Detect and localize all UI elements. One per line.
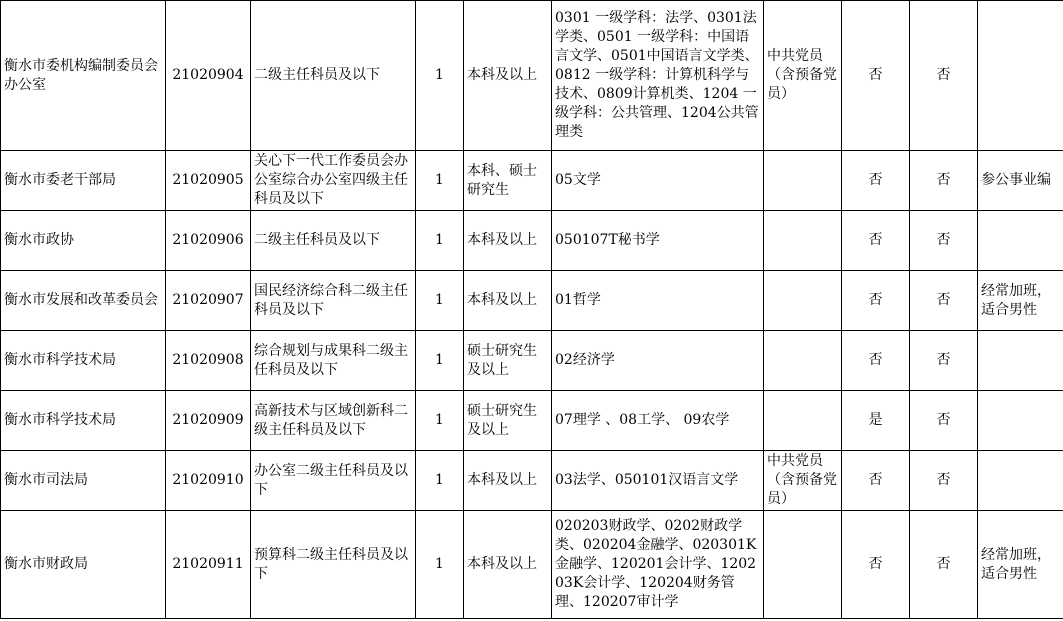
education-cell: 本科及以上 (464, 451, 552, 511)
note-cell (978, 331, 1063, 391)
flag1-cell: 否 (842, 331, 910, 391)
education-cell: 硕士研究生及以上 (464, 331, 552, 391)
note-cell (978, 211, 1063, 271)
education-cell: 本科及以上 (464, 511, 552, 619)
position-cell: 关心下一代工作委员会办公室综合办公室四级主任科员及以下 (251, 151, 416, 211)
political-cell (764, 211, 842, 271)
note-cell (978, 1, 1063, 151)
major-cell: 0301 一级学科：法学、0301法学类、0501 一级学科：中国语言文学、0501中国语言文学类、0812 一级学科：计算机科学与技术、0809计算机类、1204 一级学科：公共管理、1204公共管理类 (552, 1, 764, 151)
unit-cell: 衡水市科学技术局 (1, 391, 166, 451)
count-cell: 1 (416, 1, 464, 151)
note-cell: 经常加班，适合男性 (978, 511, 1063, 619)
note-cell: 参公事业编 (978, 151, 1063, 211)
flag1-cell: 是 (842, 391, 910, 451)
code-cell: 21020905 (166, 151, 251, 211)
flag1-cell: 否 (842, 151, 910, 211)
flag2-cell: 否 (910, 271, 978, 331)
education-cell: 本科及以上 (464, 211, 552, 271)
political-cell: 中共党员（含预备党员） (764, 1, 842, 151)
political-cell (764, 511, 842, 619)
political-cell (764, 271, 842, 331)
political-cell (764, 391, 842, 451)
major-cell: 050107T秘书学 (552, 211, 764, 271)
flag2-cell: 否 (910, 151, 978, 211)
unit-cell: 衡水市委老干部局 (1, 151, 166, 211)
position-cell: 二级主任科员及以下 (251, 211, 416, 271)
education-cell: 本科及以上 (464, 271, 552, 331)
unit-cell: 衡水市政协 (1, 211, 166, 271)
count-cell: 1 (416, 151, 464, 211)
count-cell: 1 (416, 391, 464, 451)
note-cell: 经常加班，适合男性 (978, 271, 1063, 331)
count-cell: 1 (416, 211, 464, 271)
position-cell: 国民经济综合科二级主任科员及以下 (251, 271, 416, 331)
code-cell: 21020906 (166, 211, 251, 271)
unit-cell: 衡水市司法局 (1, 451, 166, 511)
major-cell: 03法学、050101汉语言文学 (552, 451, 764, 511)
major-cell: 05文学 (552, 151, 764, 211)
code-cell: 21020911 (166, 511, 251, 619)
table-row (1, 211, 1063, 271)
count-cell: 1 (416, 451, 464, 511)
code-cell: 21020904 (166, 1, 251, 151)
unit-cell: 衡水市发展和改革委员会 (1, 271, 166, 331)
flag1-cell: 否 (842, 211, 910, 271)
flag2-cell: 否 (910, 391, 978, 451)
flag2-cell: 否 (910, 451, 978, 511)
table-row (1, 451, 1063, 511)
political-cell (764, 151, 842, 211)
flag1-cell: 否 (842, 271, 910, 331)
major-cell: 02经济学 (552, 331, 764, 391)
flag1-cell: 否 (842, 1, 910, 151)
unit-cell: 衡水市委机构编制委员会办公室 (1, 1, 166, 151)
note-cell (978, 451, 1063, 511)
political-cell: 中共党员（含预备党员） (764, 451, 842, 511)
table-row (1, 1, 1063, 151)
count-cell: 1 (416, 271, 464, 331)
note-cell (978, 391, 1063, 451)
flag2-cell: 否 (910, 1, 978, 151)
position-cell: 二级主任科员及以下 (251, 1, 416, 151)
education-cell: 硕士研究生及以上 (464, 391, 552, 451)
count-cell: 1 (416, 511, 464, 619)
major-cell: 07理学 、08工学、 09农学 (552, 391, 764, 451)
flag2-cell: 否 (910, 331, 978, 391)
political-cell (764, 331, 842, 391)
education-cell: 本科、硕士研究生 (464, 151, 552, 211)
table-row (1, 151, 1063, 211)
flag2-cell: 否 (910, 211, 978, 271)
flag1-cell: 否 (842, 451, 910, 511)
count-cell: 1 (416, 331, 464, 391)
table-row (1, 331, 1063, 391)
education-cell: 本科及以上 (464, 1, 552, 151)
position-cell: 办公室二级主任科员及以下 (251, 451, 416, 511)
position-cell: 预算科二级主任科员及以下 (251, 511, 416, 619)
code-cell: 21020910 (166, 451, 251, 511)
flag1-cell: 否 (842, 511, 910, 619)
code-cell: 21020907 (166, 271, 251, 331)
unit-cell: 衡水市财政局 (1, 511, 166, 619)
flag2-cell: 否 (910, 511, 978, 619)
unit-cell: 衡水市科学技术局 (1, 331, 166, 391)
major-cell: 01哲学 (552, 271, 764, 331)
position-cell: 综合规划与成果科二级主任科员及以下 (251, 331, 416, 391)
code-cell: 21020908 (166, 331, 251, 391)
major-cell: 020203财政学、0202财政学类、020204金融学、020301K金融学、120201会计学、120203K会计学、120204财务管理、120207审计学 (552, 511, 764, 619)
table-row (1, 511, 1063, 619)
table-row (1, 271, 1063, 331)
position-cell: 高新技术与区域创新科二级主任科员及以下 (251, 391, 416, 451)
code-cell: 21020909 (166, 391, 251, 451)
table-row (1, 391, 1063, 451)
